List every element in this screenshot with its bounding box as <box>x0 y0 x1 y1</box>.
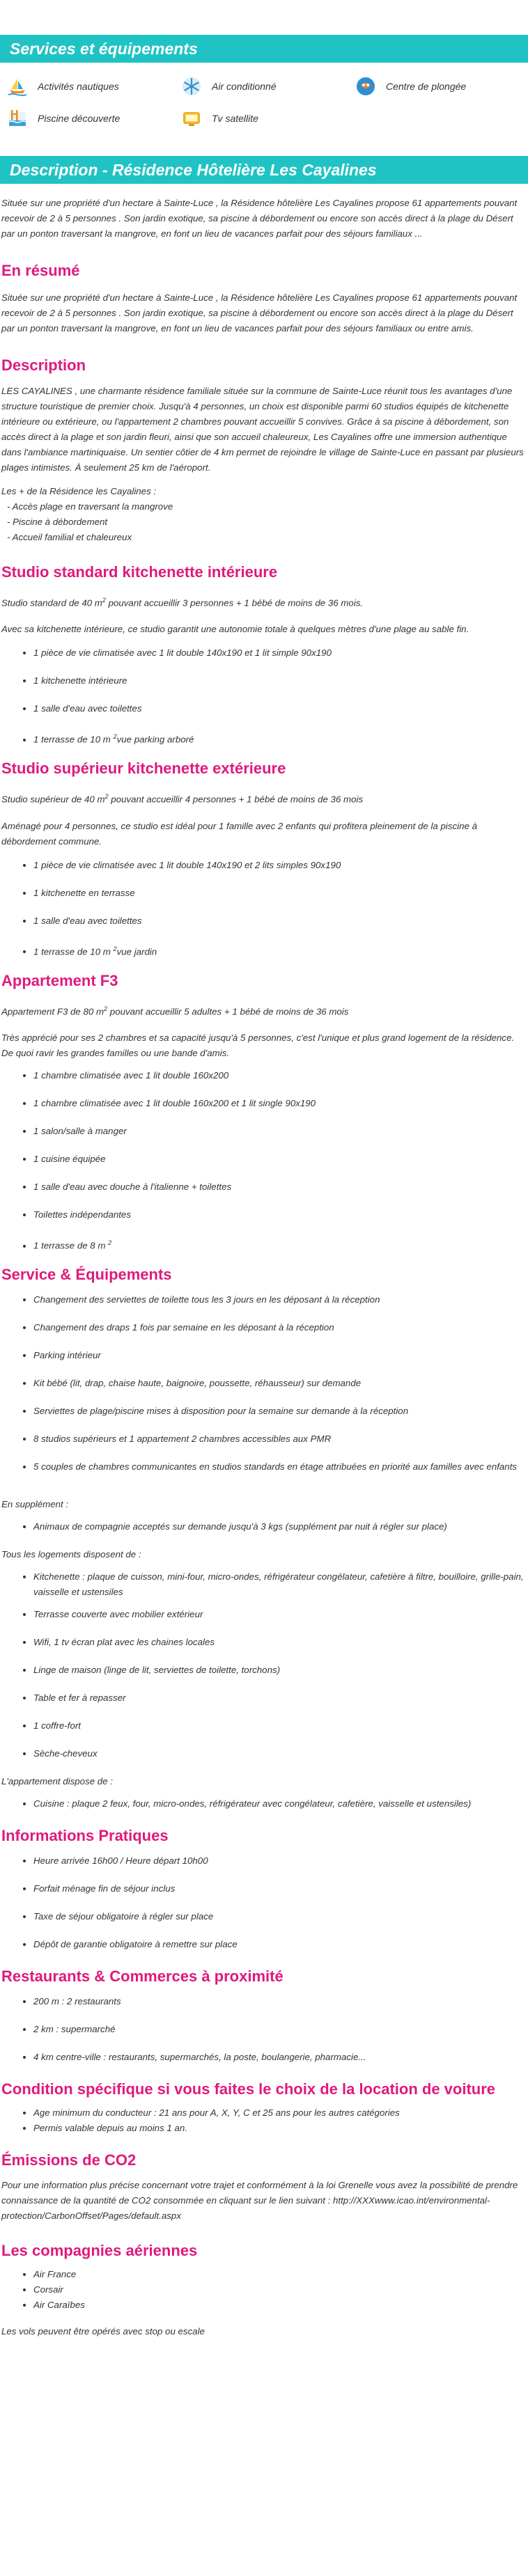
list-item: • Wifi, 1 tv écran plat avec les chaines locales <box>33 1635 528 1663</box>
pool-icon <box>7 108 28 129</box>
list-item: • Linge de maison (linge de lit, serviettes de toilette, torchons) <box>33 1663 528 1690</box>
infos-heading: Informations Pratiques <box>1 1827 169 1845</box>
resume-heading: En résumé <box>1 262 80 279</box>
plus-title: Les + de la Résidence les Cayalines : <box>1 486 157 496</box>
studio-ext-capacity: Studio supérieur de 40 $m^2$ pouvant accueillir 4 personnes + 1 bébé de moins de 36 mois <box>1 793 364 805</box>
service-item-nautical: Activités nautiques <box>7 75 181 97</box>
list-item: • Changement des serviettes de toilette tous les 3 jours en les déposant à la réception <box>33 1292 528 1320</box>
dive-icon <box>355 76 376 97</box>
list-item: • Serviettes de plage/piscine mises à disposition pour la semaine sur demande à la réception <box>33 1404 528 1431</box>
service-list <box>0 1292 528 1497</box>
airlines-heading: Les compagnies aériennes <box>1 2242 198 2260</box>
studio-int-desc: Avec sa kitchenette intérieure, ce studio garantit une autonomie totale à quelques mètres d'une plage au sable fin. <box>1 624 469 635</box>
list-item: • 1 kitchenette intérieure <box>33 673 528 701</box>
list-item: • 1 terrasse de 10 m $^2$vue jardin <box>33 941 528 969</box>
intro-text: Située sur une propriété d'un hectare à Sainte-Luce , la Résidence hôtelière Les Cayalines propose 61 appartements pouvant recevoir de 2 à 5 personnes . Son jardin exotique, sa piscine à débordement ou encore son accès direct à la plage du Désert par un ponton traversant la mangrove, en font un lieu de vacances parfait pour des séjours familiaux ... <box>1 198 518 239</box>
condition-list <box>0 2105 528 2136</box>
service-item-aircon: Air conditionné <box>181 75 355 97</box>
list-item: • 1 chambre climatisée avec 1 lit double 160x200 <box>33 1068 528 1096</box>
apt-list <box>0 1796 528 1824</box>
resume-text: Située sur une propriété d'un hectare à Sainte-Luce , la Résidence hôtelière Les Cayalines propose 61 appartements pouvant recevoir de 2 à 5 personnes . Son jardin exotique, sa piscine à débordement ou encore son accès direct à la plage du Désert par un ponton traversant la mangrove, en font un lieu de vacances parfait pour des séjours familiaux ou entre amis. <box>1 292 518 333</box>
list-item: • 1 salon/salle à manger <box>33 1124 528 1152</box>
list-item: • Kitchenette : plaque de cuisson, mini-four, micro-ondes, réfrigérateur congélateur, cafetière à filtre, bouilloire, grille-pain, vaisselle et ustensiles <box>33 1569 528 1607</box>
service-item-pool: Piscine découverte <box>7 107 181 129</box>
list-item: • 2 km : supermarché <box>33 2022 528 2050</box>
f3-heading: Appartement F3 <box>1 971 118 989</box>
studio-int-list <box>0 645 528 757</box>
list-item: • Permis valable depuis au moins 1 an. <box>33 2121 528 2136</box>
list-item: • Terrasse couverte avec mobilier extérieur <box>33 1607 528 1635</box>
list-item: • 200 m : 2 restaurants <box>33 1994 528 2022</box>
boat-icon <box>7 76 28 97</box>
description-text: LES CAYALINES , une charmante résidence familiale située sur la commune de Sainte-Luce réunit tous les avantages d'une structure touristique de premier choix. Jusqu'à 4 personnes, un choix est disponible parmi 60 studios équipés de kitchenette intérieure ou extérieure, ou l'appartement 2 chambres pouvant accueillir 5 convives. Grâce à sa piscine à débordement, son accès direct à la plage et son jardin fleuri, ainsi que son accueil chaleureux, Les Cayalines offre une immersion authentique dans l'ambiance martiniquaise. Un sentier côtier de 4 km permet de rejoindre le village de Sainte-Luce en passant par plusieurs plages intimistes. À seulement 25 km de l'aéroport. <box>1 386 524 473</box>
restaurants-list <box>0 1994 528 2078</box>
service-item-diving: Centre de plongée <box>355 75 522 97</box>
plus-item: - Piscine à débordement <box>7 517 108 527</box>
services-grid <box>0 63 528 129</box>
list-item: • 1 chambre climatisée avec 1 lit double 160x200 et 1 lit single 90x190 <box>33 1096 528 1124</box>
airlines-list <box>0 2267 528 2313</box>
airlines-note: Les vols peuvent être opérés avec stop ou escale <box>1 2326 205 2337</box>
list-item: • 5 couples de chambres communicantes en studios standards en étage attribuées en priorité aux familles avec enfants <box>33 1459 528 1497</box>
list-item: • Air France <box>33 2267 528 2282</box>
tv-icon <box>181 108 202 129</box>
infos-list <box>0 1853 528 1965</box>
list-item: • Toilettes indépendantes <box>33 1207 528 1235</box>
list-item: • 1 kitchenette en terrasse <box>33 886 528 913</box>
f3-list <box>0 1068 528 1263</box>
service-item-tv: Tv satellite <box>181 107 355 129</box>
restaurants-heading: Restaurants & Commerces à proximité <box>1 1968 284 1986</box>
list-item: • 1 salle d'eau avec douche à l'italienne + toilettes <box>33 1179 528 1207</box>
service-heading: Service & Équipements <box>1 1266 172 1284</box>
list-item: • Changement des draps 1 fois par semaine en les déposant à la réception <box>33 1320 528 1348</box>
list-item: • 8 studios supérieurs et 1 appartement 2 chambres accessibles aux PMR <box>33 1431 528 1459</box>
list-item: • Cuisine : plaque 2 feux, four, micro-ondes, réfrigérateur avec congélateur, cafetière, vaisselle et ustensiles) <box>33 1796 528 1824</box>
studio-ext-desc: Aménagé pour 4 personnes, ce studio est idéal pour 1 famille avec 2 enfants qui profitera pleinement de la piscine à débordement commune. <box>1 820 477 847</box>
f3-capacity: Appartement F3 de 80 $m^2$ pouvant accueillir 5 adultes + 1 bébé de moins de 36 mois <box>1 1005 349 1017</box>
description-heading: Description <box>1 356 86 374</box>
list-item: • Table et fer à repasser <box>33 1690 528 1718</box>
snowflake-icon <box>181 76 202 97</box>
list-item: • 1 cuisine équipée <box>33 1152 528 1179</box>
list-item: • 1 pièce de vie climatisée avec 1 lit double 140x190 et 1 lit simple 90x190 <box>33 645 528 673</box>
list-item: • Parking intérieur <box>33 1348 528 1376</box>
list-item: • Heure arrivée 16h00 / Heure départ 10h00 <box>33 1853 528 1881</box>
list-item: • Sèche-cheveux <box>33 1746 528 1774</box>
apt-title: L'appartement dispose de : <box>1 1776 113 1787</box>
studio-int-heading: Studio standard kitchenette intérieure <box>1 563 278 581</box>
list-item: • 1 coffre-fort <box>33 1718 528 1746</box>
list-item: • Animaux de compagnie acceptés sur demande jusqu'à 3 kgs (supplément par nuit à régler sur place) <box>33 1519 528 1547</box>
co2-heading: Émissions de CO2 <box>1 2151 137 2169</box>
plus-item: - Accueil familial et chaleureux <box>7 532 132 542</box>
list-item: • 4 km centre-ville : restaurants, supermarchés, la poste, boulangerie, pharmacie... <box>33 2050 528 2078</box>
list-item: • 1 salle d'eau avec toilettes <box>33 913 528 941</box>
list-item: • 1 salle d'eau avec toilettes <box>33 701 528 729</box>
studio-int-capacity: Studio standard de 40 $m^2$ pouvant accueillir 3 personnes + 1 bébé de moins de 36 mois. <box>1 597 364 608</box>
list-item: • Kit bébé (lit, drap, chaise haute, baignoire, poussette, réhausseur) sur demande <box>33 1376 528 1404</box>
condition-heading: Condition spécifique si vous faites le choix de la location de voiture <box>1 2080 496 2098</box>
list-item: • Taxe de séjour obligatoire à régler sur place <box>33 1909 528 1937</box>
all-title: Tous les logements disposent de : <box>1 1549 141 1560</box>
supp-title: En supplément : <box>1 1499 69 1510</box>
list-item: • 1 pièce de vie climatisée avec 1 lit double 140x190 et 2 lits simples 90x190 <box>33 858 528 886</box>
studio-ext-heading: Studio supérieur kitchenette extérieure <box>1 760 286 778</box>
list-item: • Air Caraïbes <box>33 2298 528 2313</box>
list-item: • Corsair <box>33 2282 528 2298</box>
list-item: • Age minimum du conducteur : 21 ans pour A, X, Y, C et 25 ans pour les autres catégories <box>33 2105 528 2121</box>
description-band: Description - Résidence Hôtelière Les Cayalines <box>0 156 528 184</box>
list-item: • 1 terrasse de 10 m $^2$vue parking arboré <box>33 729 528 757</box>
all-list <box>0 1569 528 1774</box>
co2-text: Pour une information plus précise concernant votre trajet et conformément à la loi Grenelle vous avez la possibilité de prendre connaissance de la quantité de CO2 consommée en cliquant sur le lien suivant : http://XXXwww.icao.int/environmental-protection/CarbonOffset/Pages/default.aspx <box>1 2180 518 2222</box>
supp-list <box>0 1519 528 1547</box>
studio-ext-list <box>0 858 528 969</box>
list-item: • Dépôt de garantie obligatoire à remettre sur place <box>33 1937 528 1965</box>
list-item: • 1 terrasse de 8 m $^2$ <box>33 1235 528 1263</box>
services-band: Services et équipements <box>0 35 528 63</box>
f3-desc: Très apprécié pour ses 2 chambres et sa capacité jusqu'à 5 personnes, c'est l'unique et plus grand logement de la résidence. De quoi ravir les grandes familles ou une bande d'amis. <box>1 1032 515 1059</box>
plus-item: - Accès plage en traversant la mangrove <box>7 501 173 512</box>
list-item: • Forfait ménage fin de séjour inclus <box>33 1881 528 1909</box>
